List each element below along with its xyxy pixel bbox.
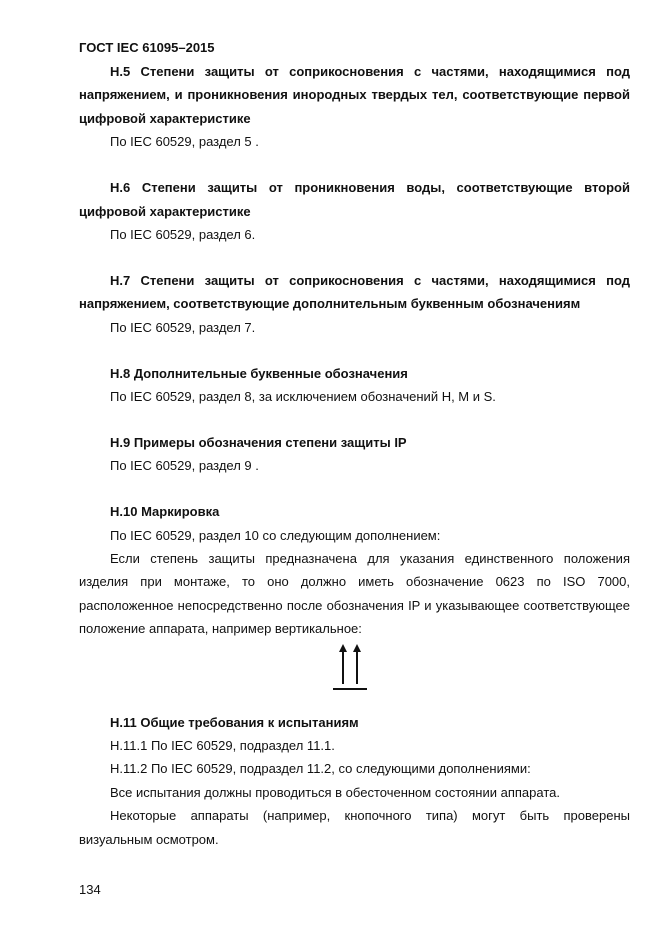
section-text-h11-3: Все испытания должны проводиться в обесточенном состоянии аппарата. [110,784,560,800]
section-text-h5: По IEC 60529, раздел 5 . [110,134,259,150]
section-heading-h11: Н.11 Общие требования к испытаниям [110,714,359,730]
section-text-h8: По IEC 60529, раздел 8, за исключением обозначений H, M и S. [110,388,496,404]
section-text-h10-1: По IEC 60529, раздел 10 со следующим дополнением: [110,527,441,543]
section-text-h10-2: Если степень защиты предназначена для указания единственного положения изделия при монтаже, то оно должно иметь обозначение 0623 по ISO 7000, расположенное непосредственно после обозначения IP и указывающее соответствующее положение аппарата, например вертикальное: [79,551,630,637]
figure-area [79,641,630,711]
section-text-h9: По IEC 60529, раздел 9 . [110,458,259,474]
document-body [79,60,630,851]
vertical-position-symbol-icon [333,644,369,690]
section-text-h11-1: Н.11.1 По IEC 60529, подраздел 11.1. [110,738,335,754]
section-heading-h9: Н.9 Примеры обозначения степени защиты IP [110,434,407,450]
section-text-h11-4: Некоторые аппараты (например, кнопочного типа) могут быть проверены визуальным осмотром. [79,808,630,847]
section-text-h6: По IEC 60529, раздел 6. [110,226,256,242]
section-heading-h5: Н.5 Степени защиты от соприкосновения с частями, находящимися под напряжением, и проникновения инородных твердых тел, соответствующие первой цифровой характеристике [79,64,630,126]
document-header: ГОСТ IEC 61095–2015 [79,40,215,55]
section-text-h7: По IEC 60529, раздел 7. [110,319,256,335]
section-heading-h10: Н.10 Маркировка [110,504,220,520]
section-text-h11-2: Н.11.2 По IEC 60529, подраздел 11.2, со следующими дополнениями: [110,761,531,777]
page-number: 134 [79,882,101,897]
section-heading-h6: Н.6 Степени защиты от проникновения воды, соответствующие второй цифровой характеристике [79,180,630,219]
section-heading-h7: Н.7 Степени защиты от соприкосновения с частями, находящимися под напряжением, соответствующие дополнительным буквенным обозначениям [79,272,630,312]
section-heading-h8: Н.8 Дополнительные буквенные обозначения [110,365,408,381]
